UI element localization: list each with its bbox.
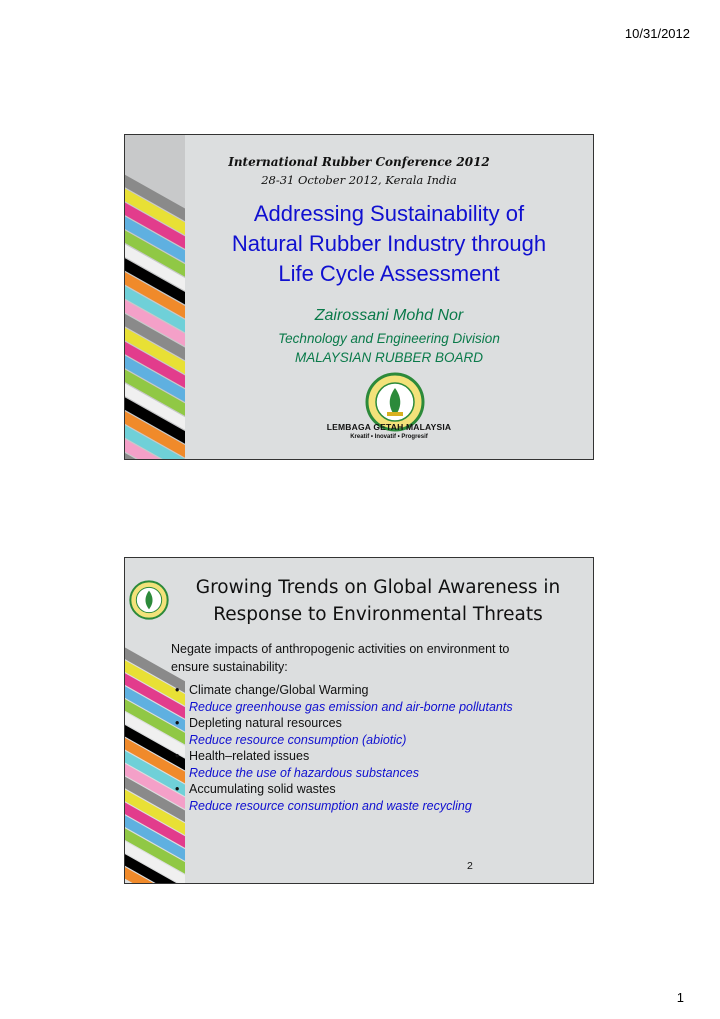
logo-name: LEMBAGA GETAH MALAYSIA — [326, 422, 452, 432]
bullet-sub: Reduce greenhouse gas emission and air-borne pollutants — [189, 699, 513, 714]
bullet-sub: Reduce resource consumption and waste recycling — [189, 798, 472, 813]
bullet-sub: Reduce the use of hazardous substances — [189, 765, 420, 780]
bullet-item: • Depleting natural resources Reduce resource consumption (abiotic) — [171, 715, 589, 748]
logo-tagline: Kreatif • Inovatif • Progresif — [350, 434, 428, 440]
slide-number: 2 — [467, 860, 473, 872]
bullet-list — [171, 682, 589, 814]
slide-title — [169, 574, 587, 628]
title-line-1: Addressing Sustainability of — [253, 201, 525, 226]
bullet-item: • Climate change/Global Warming Reduce greenhouse gas emission and air-borne pollutants — [171, 682, 589, 715]
title-line-2: Response to Environmental Threats — [213, 604, 543, 625]
intro-text — [171, 640, 581, 676]
bullet-sub: Reduce resource consumption (abiotic) — [189, 732, 407, 747]
intro-line-1: Negate impacts of anthropogenic activities on environment to — [171, 642, 510, 656]
title-slide — [124, 134, 594, 460]
lgm-logo-icon — [129, 580, 169, 620]
intro-line-2: ensure sustainability: — [171, 660, 288, 674]
bullet-item: • Health–related issues Reduce the use of hazardous substances — [171, 748, 589, 781]
conference-date: 28-31 October 2012, Kerala India — [261, 173, 457, 187]
title-line-2: Natural Rubber Industry through — [231, 231, 547, 256]
organization-name: MALAYSIAN RUBBER BOARD — [294, 350, 484, 365]
title-line-3: Life Cycle Assessment — [278, 261, 500, 286]
bullet-main: Accumulating solid wastes — [189, 782, 336, 796]
slide-title — [195, 199, 583, 289]
bullet-main: Depleting natural resources — [189, 716, 342, 730]
bullet-item: • Accumulating solid wastes Reduce resource consumption and waste recycling — [171, 781, 589, 814]
conference-title: International Rubber Conference 2012 — [228, 155, 490, 169]
content-slide — [124, 557, 594, 884]
bullet-main: Climate change/Global Warming — [189, 683, 369, 697]
page-date: 10/31/2012 — [624, 26, 690, 41]
page-number: 1 — [676, 990, 684, 1005]
author-name: Zairossani Mohd Nor — [314, 307, 464, 324]
title-line-1: Growing Trends on Global Awareness in — [195, 577, 561, 598]
division-name: Technology and Engineering Division — [278, 331, 500, 346]
bullet-main: Health–related issues — [189, 749, 310, 763]
